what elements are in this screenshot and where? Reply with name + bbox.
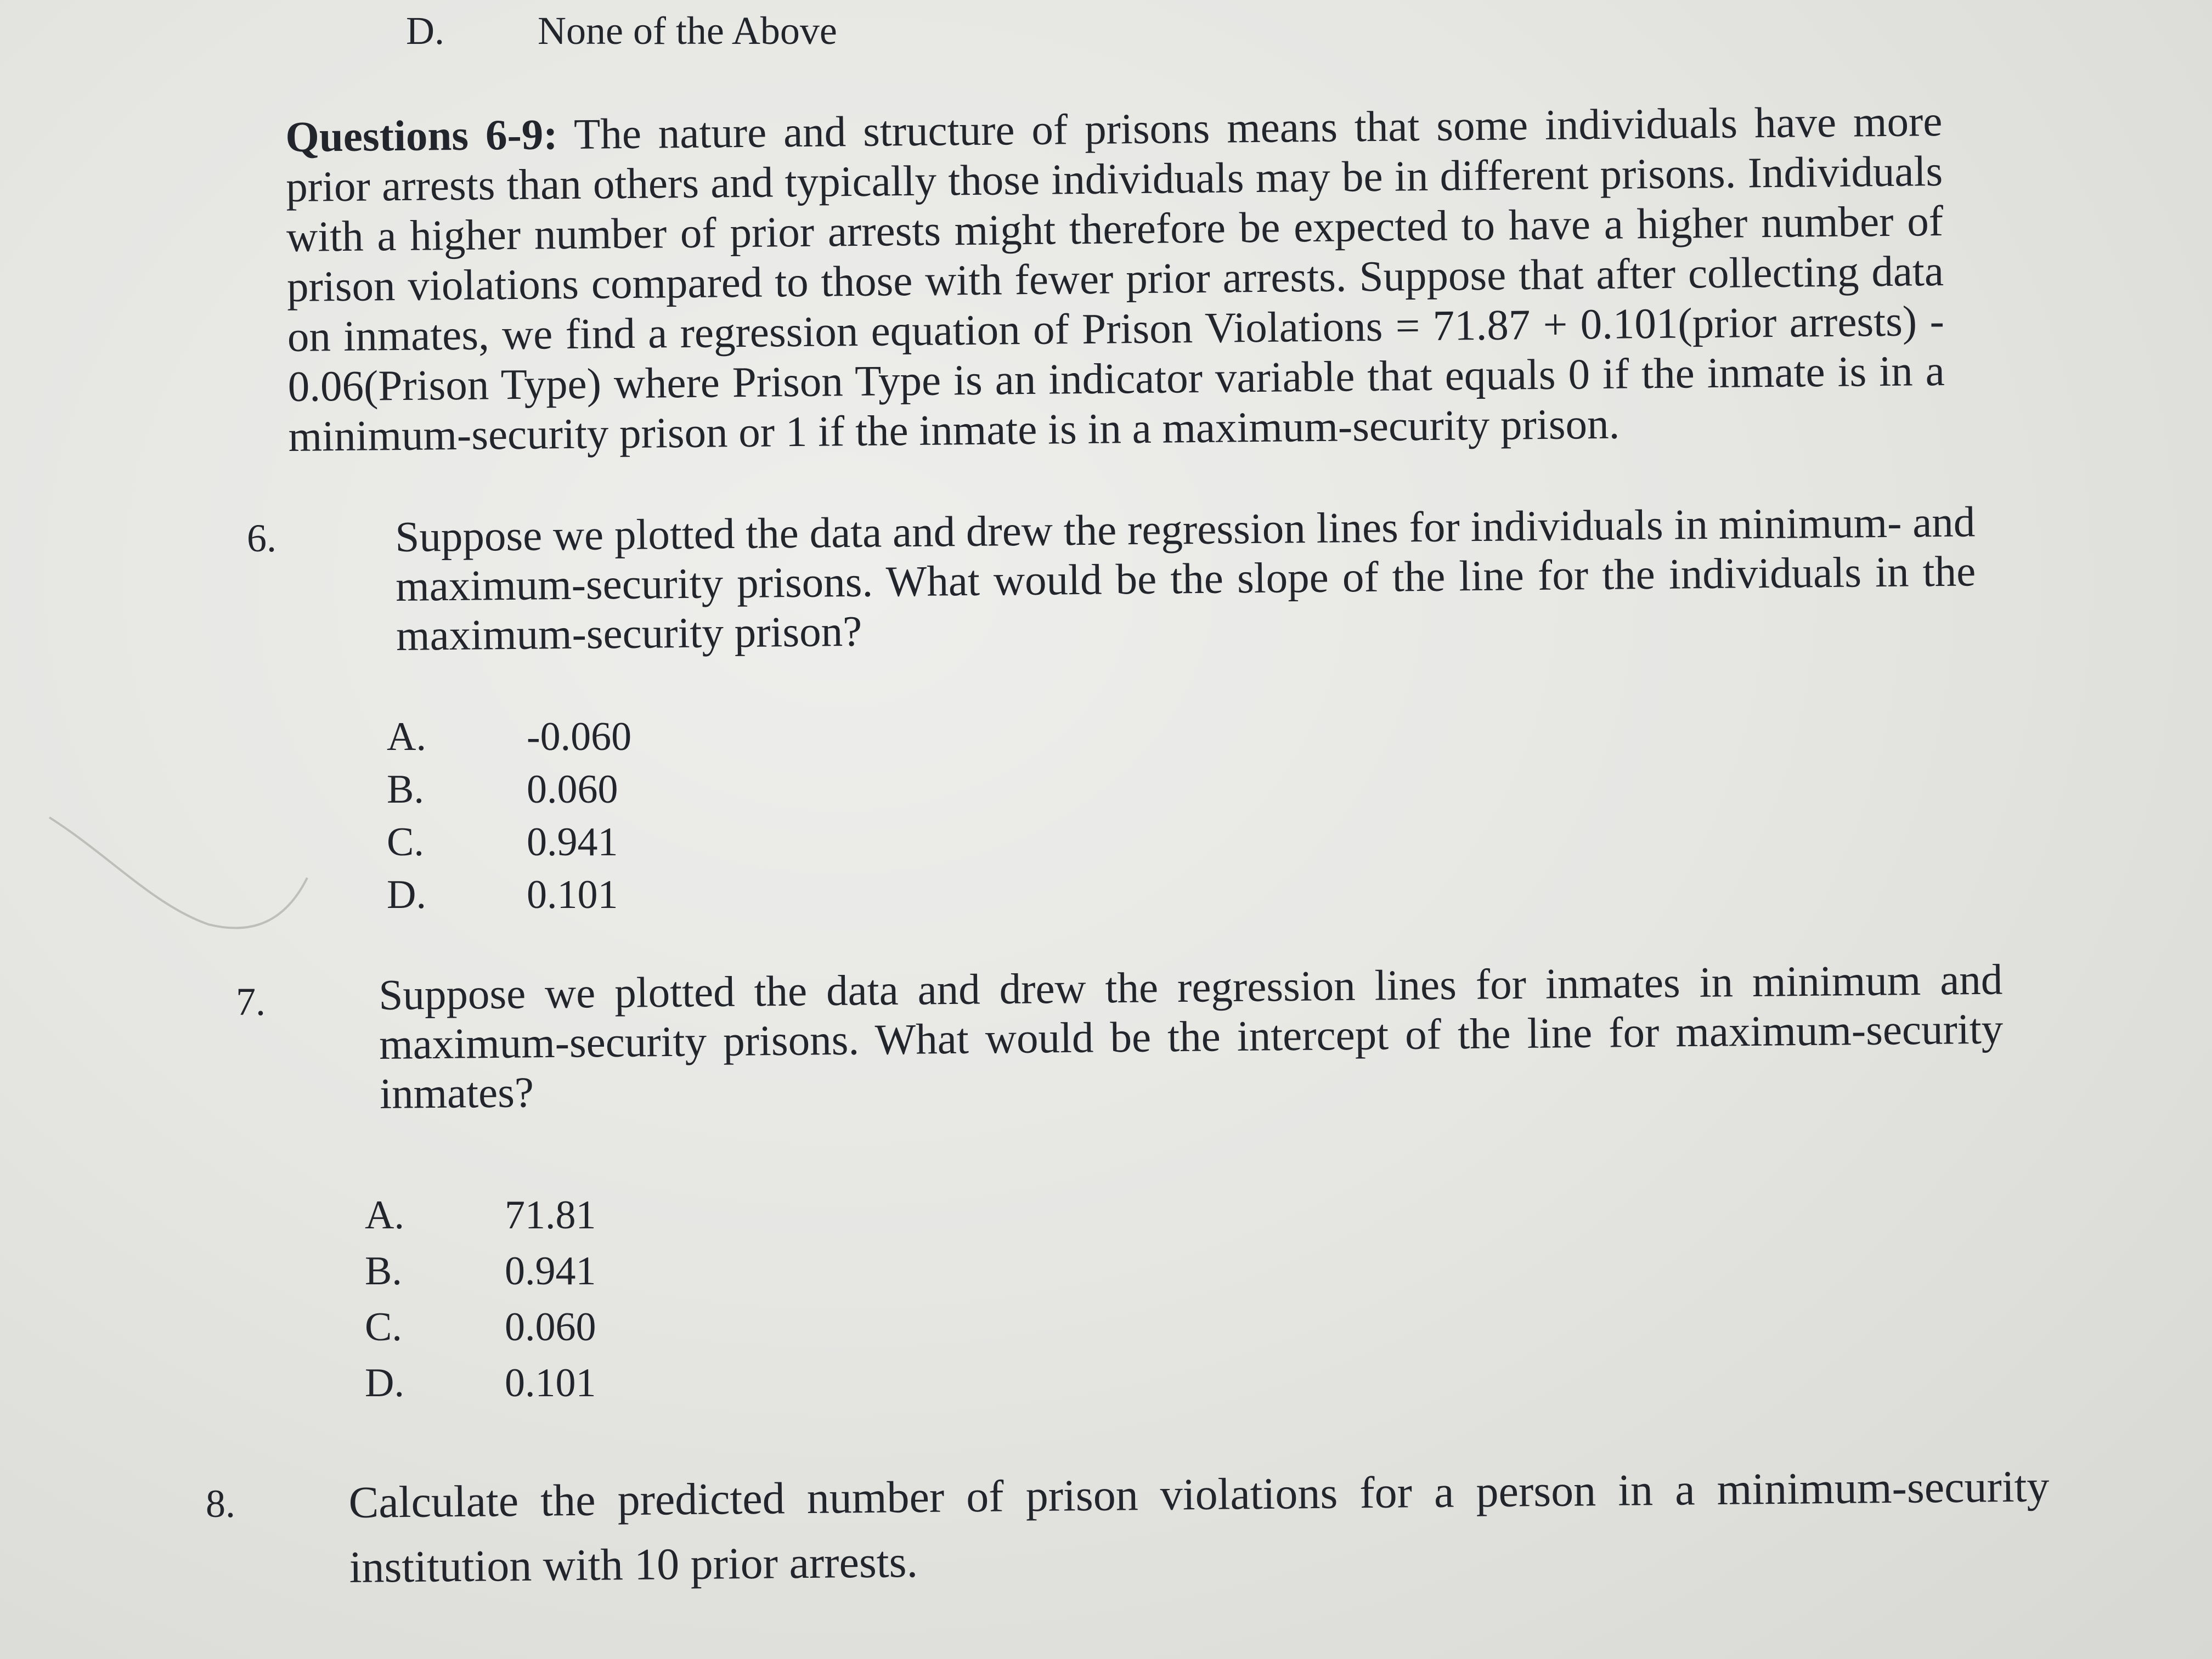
question-7-choice-d[interactable] bbox=[365, 1356, 749, 1412]
choice-value: 0.101 bbox=[505, 1361, 596, 1406]
choice-value: 0.060 bbox=[505, 1305, 596, 1350]
question-6-choice-a[interactable] bbox=[387, 710, 771, 763]
question-8-number: 8. bbox=[206, 1482, 235, 1526]
question-7-choices bbox=[365, 1188, 749, 1412]
choice-value: 0.941 bbox=[505, 1249, 596, 1294]
choice-letter: D. bbox=[365, 1361, 404, 1406]
question-6-choice-c[interactable] bbox=[387, 816, 771, 868]
question-7-text: Suppose we plotted the data and drew the regression lines for inmates in minimum and maximum-security prisons. What would be the intercept of the line for maximum-security inmates? bbox=[379, 956, 2004, 1118]
choice-letter: C. bbox=[365, 1305, 402, 1350]
option-letter: D. bbox=[406, 9, 444, 53]
choice-letter: C. bbox=[387, 820, 424, 865]
intro-heading: Questions 6-9: bbox=[285, 111, 558, 161]
question-6-choice-b[interactable] bbox=[387, 763, 771, 816]
choice-letter: A. bbox=[365, 1193, 404, 1238]
question-8-text: Calculate the predicted number of prison violations for a person in a minimum-security institution with 10 prior arrests. bbox=[348, 1461, 2050, 1592]
question-6-choice-d[interactable] bbox=[387, 868, 771, 921]
pencil-mark bbox=[44, 812, 329, 944]
question-7-choice-b[interactable] bbox=[365, 1244, 749, 1300]
choice-value: -0.060 bbox=[527, 714, 632, 759]
choice-value: 0.101 bbox=[527, 872, 618, 917]
question-6-text: Suppose we plotted the data and drew the regression lines for individuals in minimum- and maximum-security prisons. What would be the slope of the line for the individuals in the maximum-security prison? bbox=[395, 498, 1976, 660]
choice-letter: B. bbox=[387, 767, 424, 812]
choice-letter: A. bbox=[387, 714, 426, 759]
choice-value: 71.81 bbox=[505, 1193, 596, 1238]
question-7-choice-a[interactable] bbox=[365, 1188, 749, 1244]
choice-letter: B. bbox=[365, 1249, 402, 1294]
question-7-number: 7. bbox=[236, 980, 266, 1024]
question-6-choices bbox=[387, 710, 771, 921]
option-text: None of the Above bbox=[538, 9, 837, 53]
question-7-choice-c[interactable] bbox=[365, 1300, 749, 1356]
questions-intro-paragraph bbox=[285, 97, 1945, 462]
question-6-number: 6. bbox=[247, 516, 276, 560]
choice-letter: D. bbox=[387, 872, 426, 917]
choice-value: 0.060 bbox=[527, 767, 618, 812]
choice-value: 0.941 bbox=[527, 820, 618, 865]
intro-text: The nature and structure of prisons means that some individuals have more prior arrests than others and typically those individuals may be in different prisons. Individuals with a higher number of prior arrests might therefore be expected to have a higher number of prison violations compared to those with fewer prior arrests. Suppose that after collecting data on inmates, we find a regression equation of Prison Violations = 71.87 + 0.101(prior arrests) - 0.06(Prison Type) where Prison Type is an indicator variable that equals 0 if the inmate is in a minimum-security prison or 1 if the inmate is in a maximum-security prison. bbox=[285, 98, 1945, 461]
